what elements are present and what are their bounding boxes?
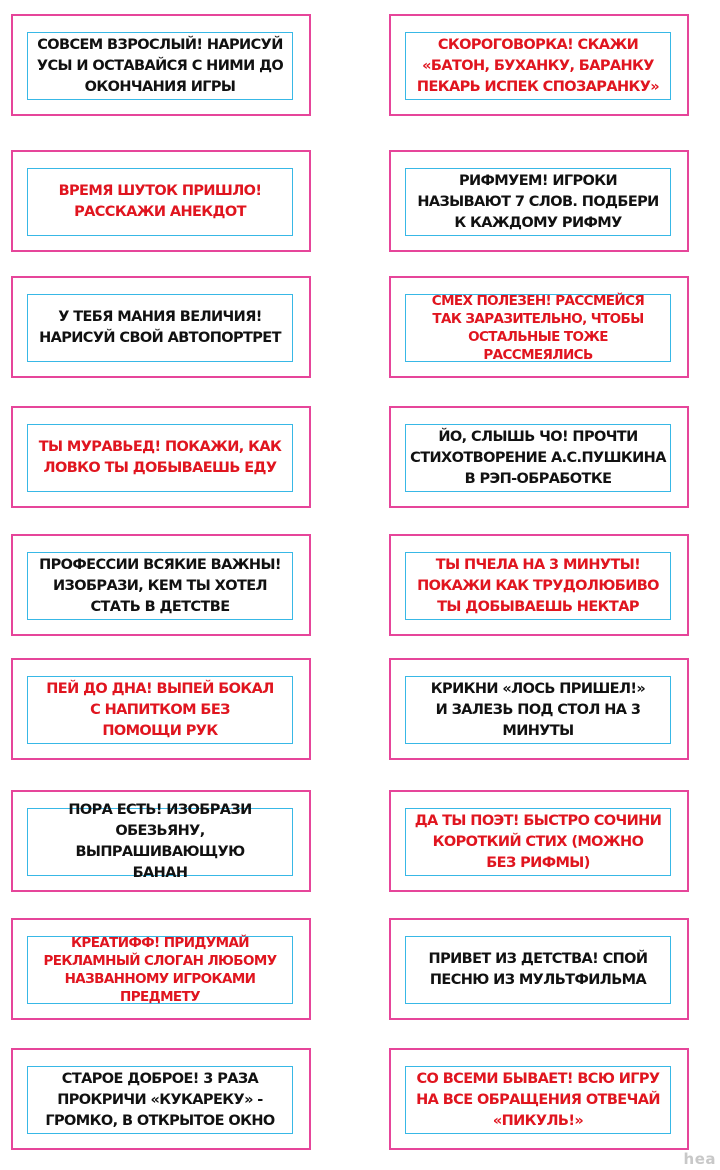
card-text: КРИКНИ «ЛОСЬ ПРИШЕЛ!» И ЗАЛЕЗЬ ПОД СТОЛ НА 3 МИНУТЫ	[430, 680, 646, 739]
task-card	[11, 1048, 311, 1150]
card-text: ТЫ МУРАВЬЕД! ПОКАЖИ, КАК ЛОВКО ТЫ ДОБЫВАЕШЬ ЕДУ	[38, 439, 282, 476]
card-inner-frame	[405, 552, 671, 620]
card-inner-frame	[405, 168, 671, 236]
card-text: СКОРОГОВОРКА! СКАЖИ «БАТОН, БУХАНКУ, БАРАНКУ ПЕКАРЬ ИСПЕК СПОЗАРАНКУ»	[416, 36, 660, 95]
task-card	[11, 658, 311, 760]
task-card	[389, 276, 689, 378]
card-text: СО ВСЕМИ БЫВАЕТ! ВСЮ ИГРУ НА ВСЕ ОБРАЩЕНИЯ ОТВЕЧАЙ «ПИКУЛЬ!»	[416, 1070, 660, 1129]
task-card	[11, 150, 311, 252]
task-card	[11, 534, 311, 636]
card-text: ПРОФЕССИИ ВСЯКИЕ ВАЖНЫ! ИЗОБРАЗИ, КЕМ ТЫ ХОТЕЛ СТАТЬ В ДЕТСТВЕ	[39, 556, 281, 615]
task-card	[11, 276, 311, 378]
task-card	[389, 14, 689, 116]
task-card	[389, 406, 689, 508]
card-text: ЙО, СЛЫШЬ ЧО! ПРОЧТИ СТИХОТВОРЕНИЕ А.С.ПУШКИНА В РЭП-ОБРАБОТКЕ	[410, 428, 666, 487]
card-inner-frame	[27, 552, 293, 620]
card-text: У ТЕБЯ МАНИЯ ВЕЛИЧИЯ! НАРИСУЙ СВОЙ АВТОПОРТРЕТ	[39, 309, 281, 346]
card-inner-frame	[405, 936, 671, 1004]
card-text: ПЕЙ ДО ДНА! ВЫПЕЙ БОКАЛ С НАПИТКОМ БЕЗ ПОМОЩИ РУК	[46, 680, 274, 739]
task-card	[389, 918, 689, 1020]
card-inner-frame	[405, 1066, 671, 1134]
card-text: ДА ТЫ ПОЭТ! БЫСТРО СОЧИНИ КОРОТКИЙ СТИХ (МОЖНО БЕЗ РИФМЫ)	[414, 812, 662, 871]
card-inner-frame	[405, 294, 671, 362]
card-text: ТЫ ПЧЕЛА НА 3 МИНУТЫ! ПОКАЖИ КАК ТРУДОЛЮБИВО ТЫ ДОБЫВАЕШЬ НЕКТАР	[417, 556, 659, 615]
card-inner-frame	[27, 802, 293, 881]
card-text: РИФМУЕМ! ИГРОКИ НАЗЫВАЮТ 7 СЛОВ. ПОДБЕРИ К КАЖДОМУ РИФМУ	[417, 172, 659, 231]
card-inner-frame	[27, 676, 293, 744]
card-inner-frame	[27, 168, 293, 236]
card-text: СТАРОЕ ДОБРОЕ! 3 РАЗА ПРОКРИЧИ «КУКАРЕКУ» - ГРОМКО, В ОТКРЫТОЕ ОКНО	[45, 1070, 275, 1129]
card-inner-frame	[27, 424, 293, 492]
card-inner-frame	[27, 936, 293, 1004]
task-card	[389, 150, 689, 252]
task-card	[389, 658, 689, 760]
task-card	[11, 918, 311, 1020]
card-inner-frame	[27, 1066, 293, 1134]
task-card	[389, 534, 689, 636]
watermark: hea	[683, 1150, 716, 1168]
task-card	[389, 1048, 689, 1150]
task-card	[11, 406, 311, 508]
task-card	[11, 790, 311, 892]
card-inner-frame	[405, 32, 671, 100]
task-card	[389, 790, 689, 892]
card-text: СМЕХ ПОЛЕЗЕН! РАССМЕЙСЯ ТАК ЗАРАЗИТЕЛЬНО, ЧТОБЫ ОСТАЛЬНЫЕ ТОЖЕ РАССМЕЯЛИСЬ	[431, 293, 645, 363]
card-text: КРЕАТИФФ! ПРИДУМАЙ РЕКЛАМНЫЙ СЛОГАН ЛЮБОМУ НАЗВАННОМУ ИГРОКАМИ ПРЕДМЕТУ	[43, 935, 277, 1005]
card-inner-frame	[27, 294, 293, 362]
card-text: ПРИВЕТ ИЗ ДЕТСТВА! СПОЙ ПЕСНЮ ИЗ МУЛЬТФИЛЬМА	[428, 951, 648, 988]
card-text: ПОРА ЕСТЬ! ИЗОБРАЗИ ОБЕЗЬЯНУ, ВЫПРАШИВАЮЩУЮ БАНАН	[68, 802, 252, 881]
card-inner-frame	[405, 808, 671, 876]
task-card	[11, 14, 311, 116]
card-text: СОВСЕМ ВЗРОСЛЫЙ! НАРИСУЙ УСЫ И ОСТАВАЙСЯ С НИМИ ДО ОКОНЧАНИЯ ИГРЫ	[36, 36, 284, 95]
card-inner-frame	[405, 676, 671, 744]
card-inner-frame	[27, 32, 293, 100]
card-inner-frame	[405, 424, 671, 492]
card-text: ВРЕМЯ ШУТОК ПРИШЛО! РАССКАЖИ АНЕКДОТ	[58, 183, 262, 220]
